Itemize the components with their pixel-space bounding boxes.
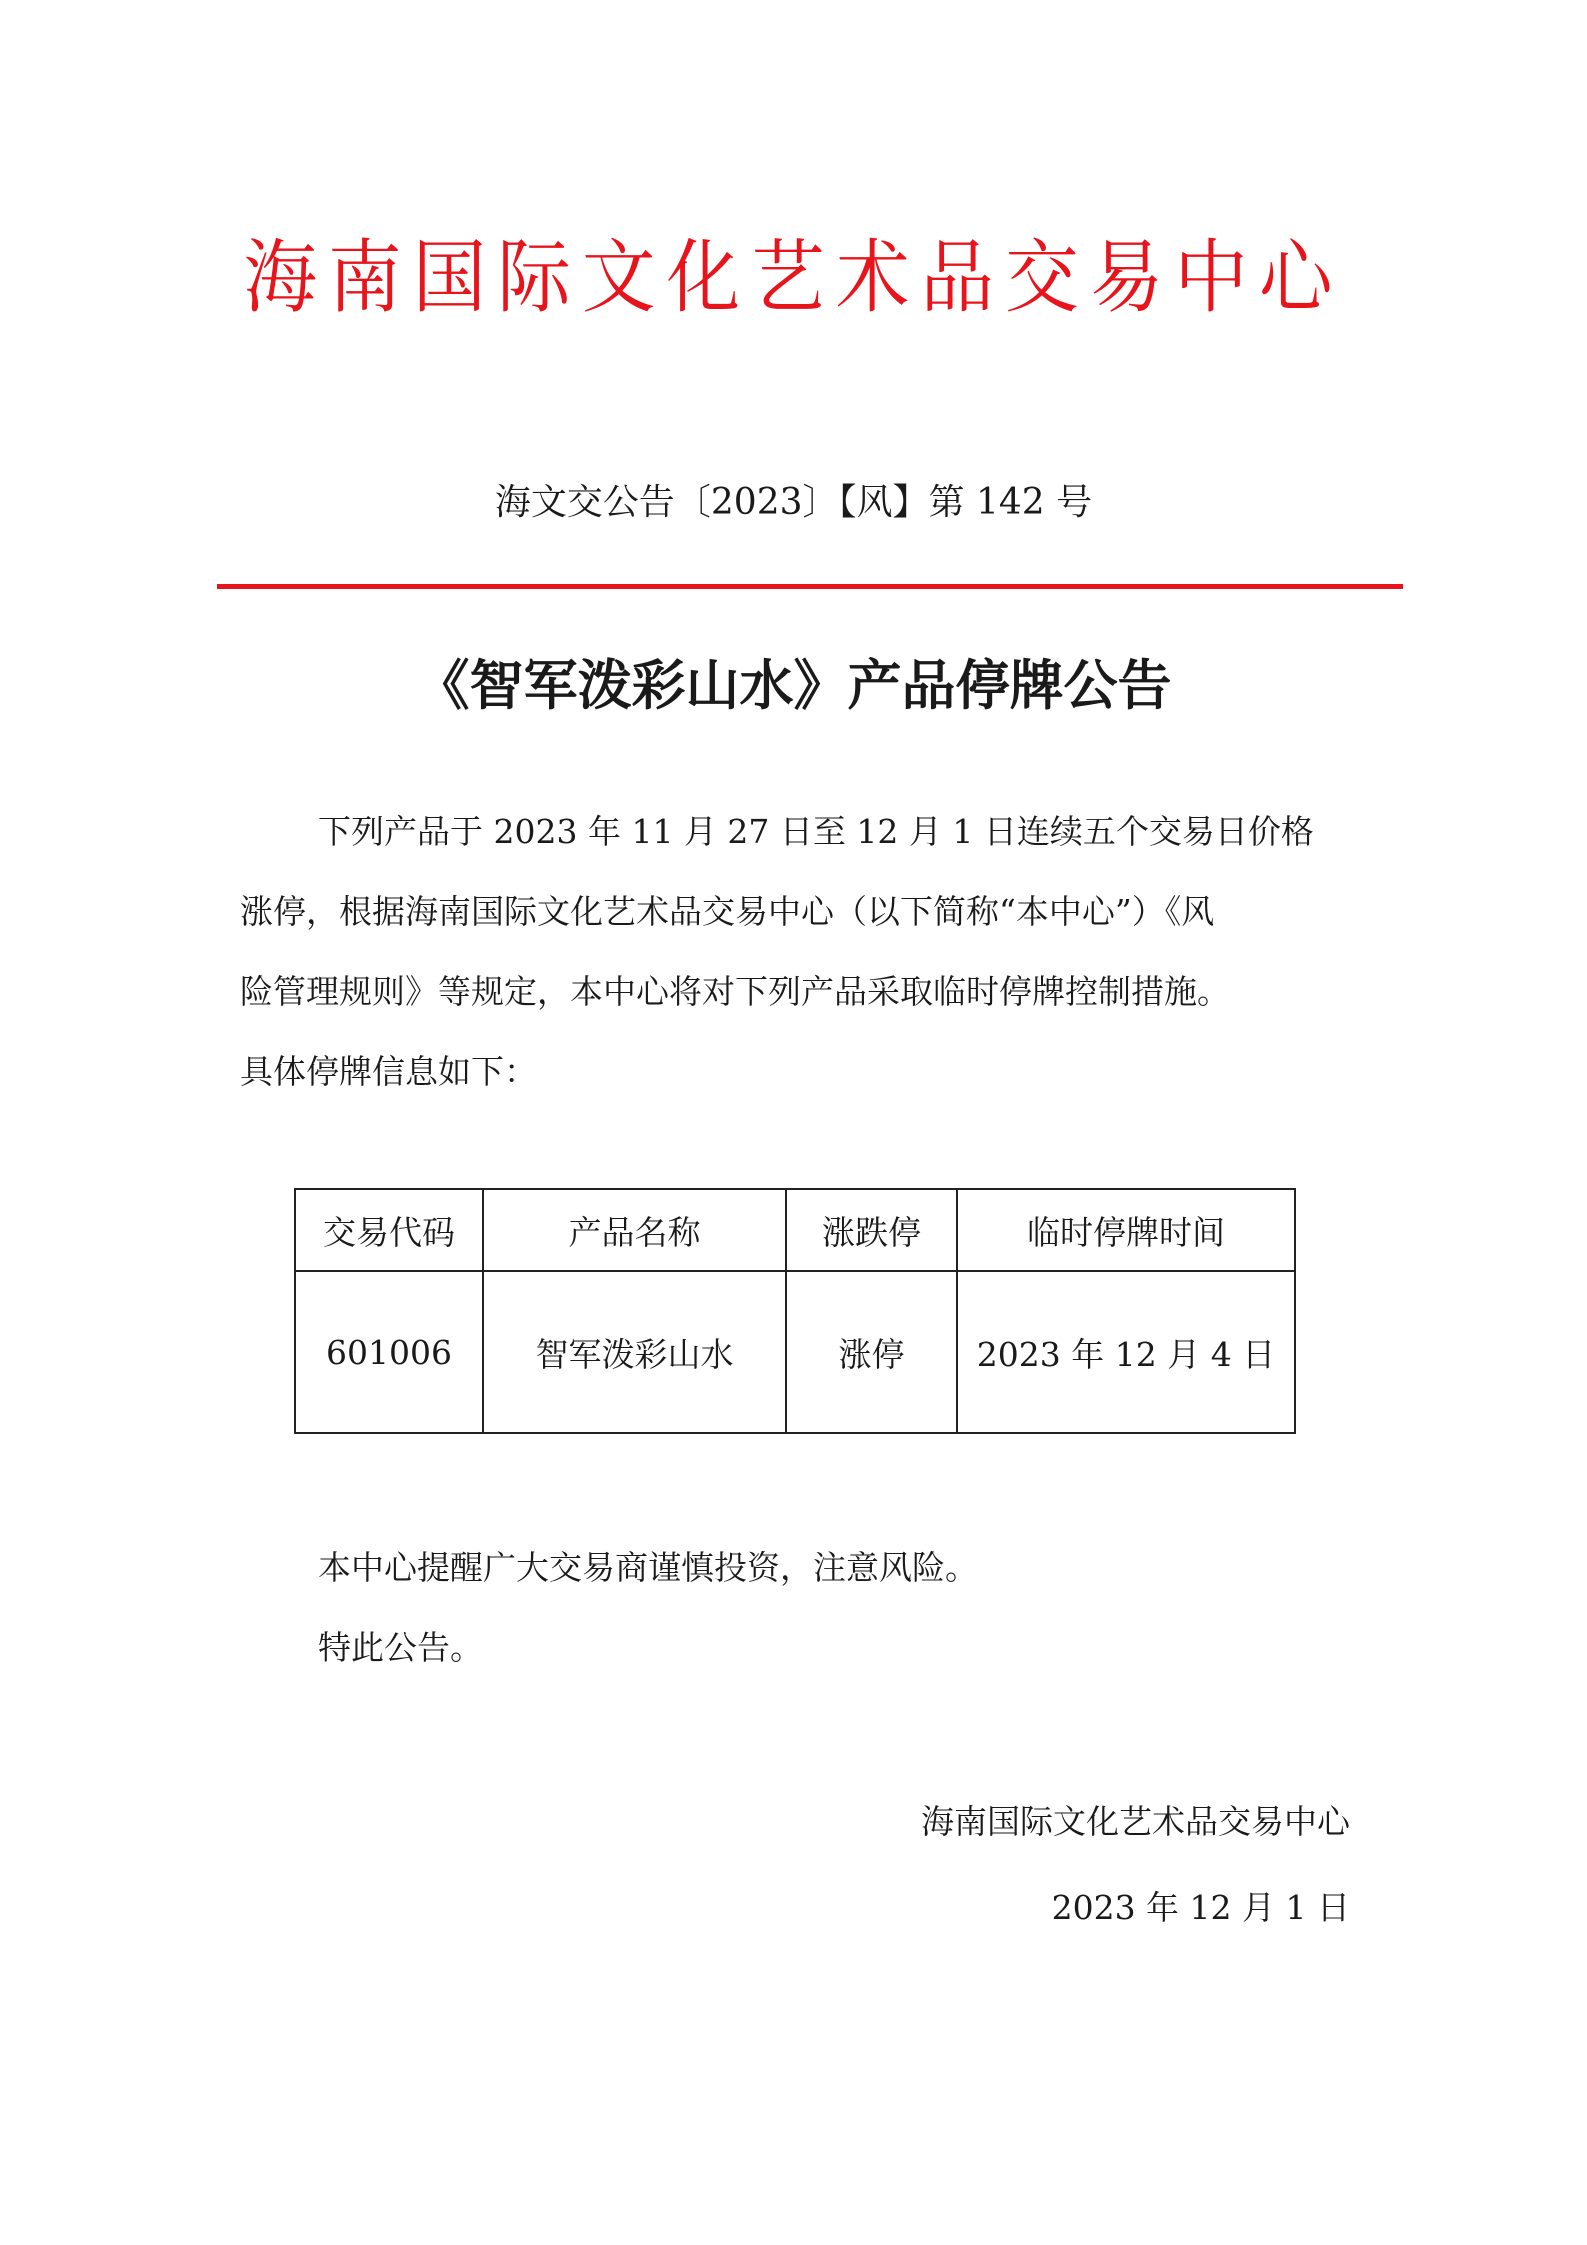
closing-end: 特此公告。 <box>318 1628 483 1667</box>
closing-reminder: 本中心提醒广大交易商谨慎投资，注意风险。 <box>318 1548 978 1587</box>
cell-trade-code: 601006 <box>295 1271 483 1433</box>
masthead-org-name: 海南国际文化艺术品交易中心 <box>243 231 1344 324</box>
body-line-2: 涨停，根据海南国际文化艺术品交易中心（以下简称“本中心”）《风 <box>240 892 1215 931</box>
header-limit-type: 涨跌停 <box>786 1189 957 1271</box>
header-red-rule <box>217 584 1403 589</box>
header-trade-code: 交易代码 <box>295 1189 483 1271</box>
body-line-3: 险管理规则》等规定，本中心将对下列产品采取临时停牌控制措施。 <box>240 972 1230 1011</box>
body-line-4: 具体停牌信息如下： <box>240 1052 537 1091</box>
header-product-name: 产品名称 <box>483 1189 786 1271</box>
cell-limit-type: 涨停 <box>786 1271 957 1433</box>
cell-product-name: 智军泼彩山水 <box>483 1271 786 1433</box>
cell-suspension-time: 2023 年 12 月 4 日 <box>957 1271 1295 1433</box>
header-suspension-time: 临时停牌时间 <box>957 1189 1295 1271</box>
signature-org: 海南国际文化艺术品交易中心 <box>921 1802 1350 1841</box>
table-row <box>295 1271 1295 1433</box>
body-line-1: 下列产品于 2023 年 11 月 27 日至 12 月 1 日连续五个交易日价格 <box>318 812 1314 851</box>
table-header-row <box>295 1189 1295 1271</box>
suspension-table <box>294 1188 1296 1434</box>
notice-title: 《智军泼彩山水》产品停牌公告 <box>415 654 1172 717</box>
document-number: 海文交公告〔2023〕【风】第 142 号 <box>494 482 1093 523</box>
signature-date: 2023 年 12 月 1 日 <box>1051 1888 1350 1927</box>
